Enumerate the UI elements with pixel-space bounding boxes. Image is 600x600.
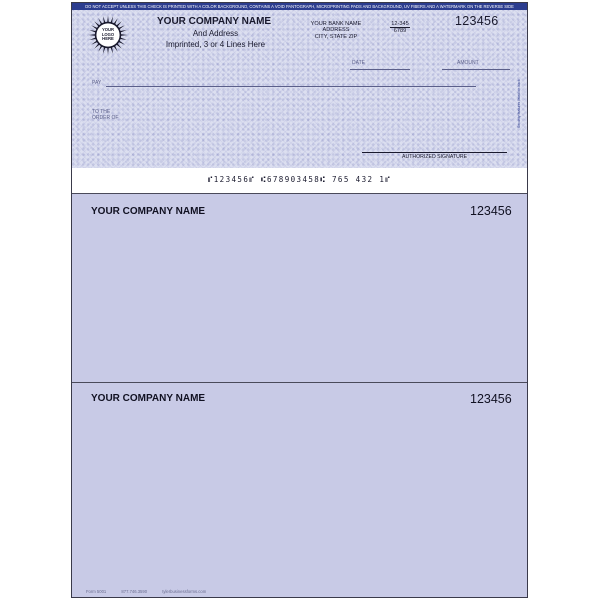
logo-line: LOGO [101,31,115,37]
footer-phone: 877.746.3590 [121,589,148,594]
bank-info [295,21,377,40]
logo-line: YOUR [101,27,115,32]
stub-check-number: 123456 [470,204,512,218]
bank-line: YOUR BANK NAME [310,21,362,27]
check-company-name: YOUR COMPANY NAME [157,16,272,27]
to-the-label: TO THE [92,109,111,115]
bank-line: CITY, STATE ZIP [314,33,358,40]
pay-label: PAY [92,80,102,86]
sunburst-seal-icon [88,15,128,55]
micr-line: ⑈123456⑈ ⑆678903458⑆ 765 432 1⑈ [207,175,392,184]
date-line [350,69,410,70]
pay-line [106,86,476,87]
signature-line [362,152,507,153]
form-footer [86,589,220,594]
stub-company-name: YOUR COMPANY NAME [91,206,206,217]
bank-line: ADDRESS [322,27,350,34]
company-address-line: Imprinted, 3 or 4 Lines Here [165,40,266,49]
company-address-line: And Address [192,29,239,38]
side-microprint: Security features listed on back [517,79,521,128]
fractional-routing [390,21,410,35]
voucher-stub [72,194,527,382]
form-number: Form 5001 [86,589,107,594]
footer-website: tylerbusinessforms.com [162,589,207,594]
check-number: 123456 [455,14,499,28]
routing-denominator: 6789 [390,27,410,34]
logo-placeholder-text [99,28,117,42]
check-form-sheet [71,2,528,598]
authorized-signature-label: AUTHORIZED SIGNATURE [402,154,468,160]
stub-company-name: YOUR COMPANY NAME [91,393,206,404]
amount-line [442,69,510,70]
order-of-label: ORDER OF [92,115,119,121]
check-face [72,3,527,168]
security-warning-band: DO NOT ACCEPT UNLESS THIS CHECK IS PRINTED WITH A COLOR BACKGROUND, CONTAINS A VOID PANTOGRAPH, MICROPRINTING PADS AND BACKGROUND, UV FIBERS AND A WATERMARK ON THE REVERSE SIDE [72,3,527,10]
date-label: DATE [352,60,365,66]
voucher-stub [72,383,527,597]
logo-line: HERE [102,36,114,42]
stub-check-number: 123456 [470,392,512,406]
routing-numerator: 12-345 [391,21,409,27]
amount-label: AMOUNT [457,60,479,66]
